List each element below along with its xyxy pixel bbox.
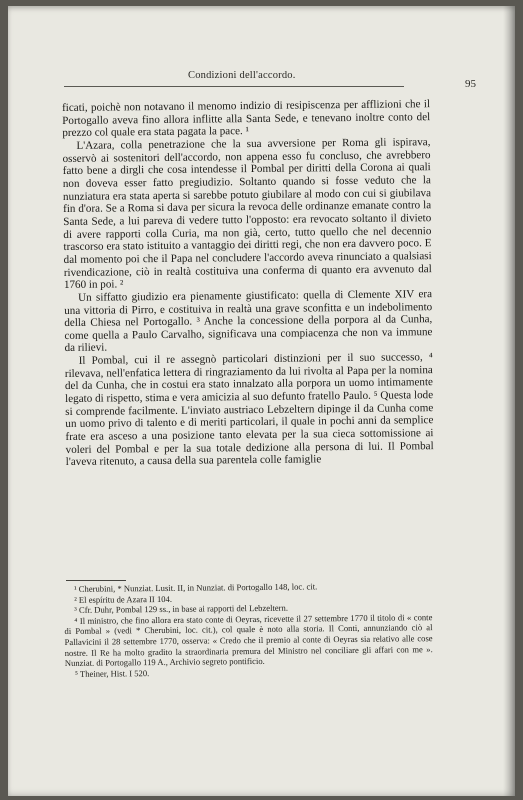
footnotes xyxy=(64,580,433,679)
book-page xyxy=(8,6,515,796)
paragraph: Un siffatto giudizio era pienamente giustificato: quella di Clemente XIV era una vittoria di Pirro, e costituiva in realtà una grave sconfitta e un indebolimento della Chiesa nel Portogallo. ³ Anche la concessione della porpora al da Cunha, come quella a Paulo Carvalho, significava una compiacenza che non va immune da rilievi. xyxy=(64,287,433,355)
footnote: ¹ Cherubini, * Nunziat. Lusit. II, in Nunziat. di Portogallo 148, loc. cit. xyxy=(73,581,318,594)
paragraph: L'Azara, colla penetrazione che la sua avversione per Roma gli ispirava, osservò ai sostenitori dell'accordo, non appena esso fu concluso, che avrebbero fatto bene a dirgli che cosa intendesse il Pombal per diritti della Corona ai quali non doveva esser fatto pregiudizio. Soltanto quando si fosse veduto che la nunziatura era stata aperta si sarebbe potuto giubilare al modo con cui si giubilava fin d'ora. Se a Roma si dava per sicura la revoca delle ordinanze emanate contro la Santa Sede, a lui pareva di vedere tutto l'opposto: era revocato soltanto il divieto di avere rapporti colla Curia, ma non già, certo, tutto quello che nel decennio trascorso era stato istituito a vantaggio dei diritti regi, che non era davvero poco. E dal momento poi che il Papa nel concludere l'accordo aveva rinunciato a qualsiasi rivendicazione, ciò in realtà costituiva una conferma di quanto era avvenuto dal 1760 in poi. ² xyxy=(62,136,432,292)
footnote: ² El espíritu de Azara II 104. xyxy=(74,593,173,605)
paragraph: ficati, poichè non notavano il menomo indizio di resipiscenza per afflizioni che il Portogallo aveva fino allora inflitte alla Santa Sede, e tenevano inoltre conto del prezzo col quale era stata pagata la pace. ¹ xyxy=(62,98,431,140)
page-number: 95 xyxy=(465,78,476,90)
paragraph: Il Pombal, cui il re assegnò particolari distinzioni per il suo successo, ⁴ rilevava, nell'enfatica lettera di ringraziamento da lui rivolta al Papa per la nomina del da Cunha, che in costui era stato innalzato alla porpora un uomo intimamente legato di rispetto, stima e vera amicizia al suo defunto fratello Paulo. ⁵ Questa lode si comprende facilmente. L'inviato austriaco Lebzeltern dipinge il da Cunha come un uomo privo di talento e di meriti particolari, il quale in pochi anni da semplice frate era asceso a una posizione tanto elevata per la sua cieca sottomissione ai voleri del Pombal e per la sua totale dedizione alla persona di lui. Il Pombal l'aveva ritenuto, a causa della sua parentela colle famiglie xyxy=(64,351,434,469)
page-edge-shadow xyxy=(503,6,515,796)
footnote: ³ Cfr. Duhr, Pombal 129 ss., in base ai rapporti del Lebzeltern. xyxy=(74,602,289,616)
running-head-title: Condizioni dell'accordo. xyxy=(188,70,296,81)
main-text xyxy=(62,98,434,469)
footnote: ⁴ Il ministro, che fino allora era stato conte di Oeyras, ricevette il 27 settembre 1770 il titolo di « conte di Pombal » (vedi * Cherubini, loc. cit.), col quale è noto alla storia. Il Conti, annunziando ciò al Pallavicini il 28 settembre 1770, osserva: « Credo che il premio al conte di Oeyras sia relativo alle cose nostre. Il Re ha molto gradito la straordinaria premura del Ministro nel conciliare gli affari con me ». Nunziat. di Portogallo 119 A., Archivio segreto pontificio. xyxy=(64,611,433,669)
footnote: ⁵ Theiner, Hist. I 520. xyxy=(74,667,150,679)
footnote-rule xyxy=(66,580,126,581)
header-rule xyxy=(64,86,404,87)
